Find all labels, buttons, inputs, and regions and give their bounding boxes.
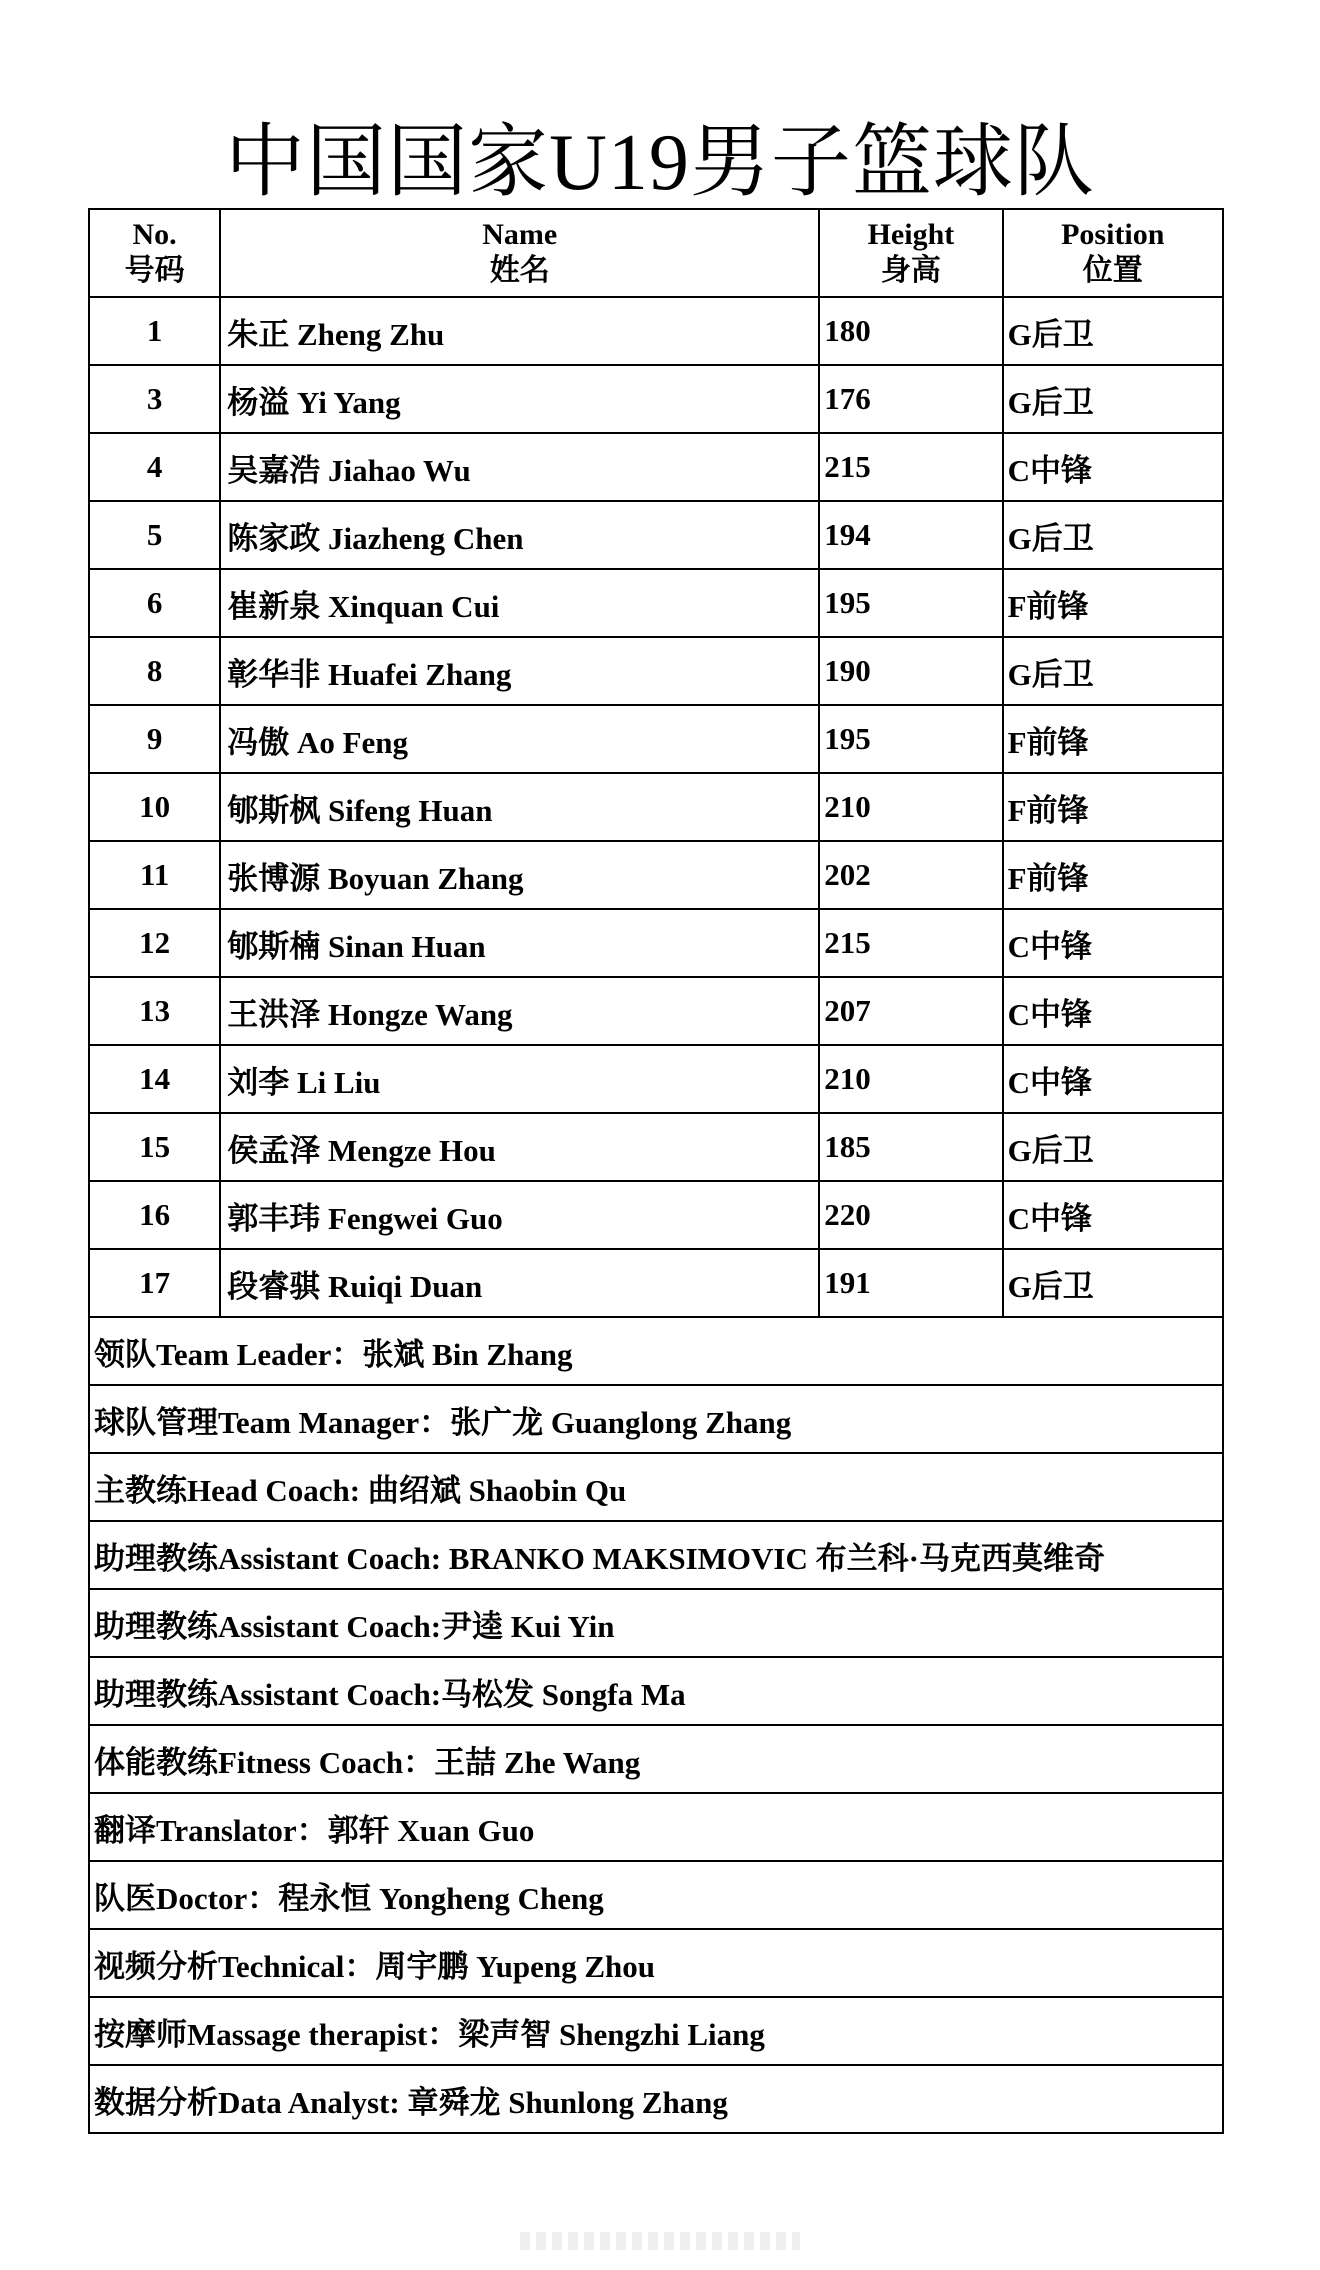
staff-entry: 球队管理Team Manager：张广龙 Guanglong Zhang (89, 1385, 1223, 1453)
player-height: 215 (819, 433, 1002, 501)
header-no-en: No. (132, 218, 177, 251)
staff-row (89, 1725, 1223, 1793)
player-position: F前锋 (1003, 841, 1223, 909)
table-row (89, 841, 1223, 909)
player-height: 207 (819, 977, 1002, 1045)
player-number: 9 (89, 705, 220, 773)
player-number: 6 (89, 569, 220, 637)
staff-row (89, 1929, 1223, 1997)
header-height-en: Height (867, 218, 955, 251)
player-height: 195 (819, 569, 1002, 637)
header-height (819, 209, 1002, 297)
staff-entry: 数据分析Data Analyst: 章舜龙 Shunlong Zhang (89, 2065, 1223, 2133)
header-height-zh: 身高 (880, 254, 941, 287)
player-height: 176 (819, 365, 1002, 433)
roster-table (88, 208, 1224, 2134)
player-number: 12 (89, 909, 220, 977)
table-row (89, 1113, 1223, 1181)
header-name-zh: 姓名 (489, 254, 550, 287)
player-name: 侯孟泽 Mengze Hou (220, 1113, 819, 1181)
staff-entry: 视频分析Technical：周宇鹏 Yupeng Zhou (89, 1929, 1223, 1997)
header-no-zh: 号码 (124, 254, 185, 287)
player-number: 14 (89, 1045, 220, 1113)
table-row (89, 1181, 1223, 1249)
player-name: 吴嘉浩 Jiahao Wu (220, 433, 819, 501)
staff-row (89, 1521, 1223, 1589)
header-position-en: Position (1061, 218, 1165, 251)
player-position: F前锋 (1003, 569, 1223, 637)
staff-row (89, 1657, 1223, 1725)
staff-entry: 领队Team Leader：张斌 Bin Zhang (89, 1317, 1223, 1385)
player-name: 朱正 Zheng Zhu (220, 297, 819, 365)
table-row (89, 501, 1223, 569)
staff-row (89, 1385, 1223, 1453)
header-name (220, 209, 819, 297)
player-name: 郇斯楠 Sinan Huan (220, 909, 819, 977)
staff-rows (89, 1317, 1223, 2133)
staff-row (89, 1589, 1223, 1657)
player-name: 王洪泽 Hongze Wang (220, 977, 819, 1045)
player-rows (89, 297, 1223, 1317)
player-number: 16 (89, 1181, 220, 1249)
player-height: 180 (819, 297, 1002, 365)
header-no (89, 209, 220, 297)
staff-entry: 队医Doctor：程永恒 Yongheng Cheng (89, 1861, 1223, 1929)
player-height: 220 (819, 1181, 1002, 1249)
table-row (89, 637, 1223, 705)
player-height: 210 (819, 1045, 1002, 1113)
player-number: 4 (89, 433, 220, 501)
player-position: F前锋 (1003, 705, 1223, 773)
player-position: G后卫 (1003, 637, 1223, 705)
table-header-row (89, 209, 1223, 297)
table-row (89, 977, 1223, 1045)
table-row (89, 297, 1223, 365)
table-row (89, 909, 1223, 977)
table-row (89, 365, 1223, 433)
staff-entry: 助理教练Assistant Coach:马松发 Songfa Ma (89, 1657, 1223, 1725)
player-name: 杨溢 Yi Yang (220, 365, 819, 433)
player-position: G后卫 (1003, 1249, 1223, 1317)
staff-entry: 翻译Translator：郭轩 Xuan Guo (89, 1793, 1223, 1861)
table-row (89, 1045, 1223, 1113)
player-number: 17 (89, 1249, 220, 1317)
player-number: 3 (89, 365, 220, 433)
player-height: 202 (819, 841, 1002, 909)
player-name: 刘李 Li Liu (220, 1045, 819, 1113)
player-name: 崔新泉 Xinquan Cui (220, 569, 819, 637)
staff-row (89, 1997, 1223, 2065)
player-number: 8 (89, 637, 220, 705)
player-position: G后卫 (1003, 501, 1223, 569)
staff-entry: 主教练Head Coach: 曲绍斌 Shaobin Qu (89, 1453, 1223, 1521)
player-position: C中锋 (1003, 1181, 1223, 1249)
player-name: 陈家政 Jiazheng Chen (220, 501, 819, 569)
player-height: 210 (819, 773, 1002, 841)
staff-row (89, 2065, 1223, 2133)
player-height: 185 (819, 1113, 1002, 1181)
player-position: C中锋 (1003, 977, 1223, 1045)
player-name: 冯傲 Ao Feng (220, 705, 819, 773)
table-row (89, 773, 1223, 841)
staff-entry: 助理教练Assistant Coach: BRANKO MAKSIMOVIC 布兰科·马克西莫维奇 (89, 1521, 1223, 1589)
header-name-en: Name (482, 218, 558, 251)
player-number: 11 (89, 841, 220, 909)
staff-row (89, 1317, 1223, 1385)
page-title: 中国国家U19男子篮球队 (225, 119, 1095, 207)
player-position: G后卫 (1003, 1113, 1223, 1181)
player-position: C中锋 (1003, 909, 1223, 977)
player-position: G后卫 (1003, 365, 1223, 433)
player-name: 彰华非 Huafei Zhang (220, 637, 819, 705)
staff-entry: 按摩师Massage therapist：梁声智 Shengzhi Liang (89, 1997, 1223, 2065)
player-number: 1 (89, 297, 220, 365)
staff-row (89, 1861, 1223, 1929)
player-number: 5 (89, 501, 220, 569)
player-name: 郭丰玮 Fengwei Guo (220, 1181, 819, 1249)
header-position (1003, 209, 1223, 297)
table-row (89, 569, 1223, 637)
player-position: F前锋 (1003, 773, 1223, 841)
staff-entry: 助理教练Assistant Coach:尹逵 Kui Yin (89, 1589, 1223, 1657)
player-height: 195 (819, 705, 1002, 773)
header-position-zh: 位置 (1082, 254, 1143, 287)
player-position: C中锋 (1003, 433, 1223, 501)
player-name: 段睿骐 Ruiqi Duan (220, 1249, 819, 1317)
table-row (89, 705, 1223, 773)
player-number: 13 (89, 977, 220, 1045)
player-height: 194 (819, 501, 1002, 569)
staff-entry: 体能教练Fitness Coach：王喆 Zhe Wang (89, 1725, 1223, 1793)
table-row (89, 1249, 1223, 1317)
player-position: G后卫 (1003, 297, 1223, 365)
player-height: 215 (819, 909, 1002, 977)
player-name: 郇斯枫 Sifeng Huan (220, 773, 819, 841)
player-position: C中锋 (1003, 1045, 1223, 1113)
staff-row (89, 1793, 1223, 1861)
player-number: 10 (89, 773, 220, 841)
player-name: 张博源 Boyuan Zhang (220, 841, 819, 909)
staff-row (89, 1453, 1223, 1521)
watermark-strip (520, 2232, 800, 2250)
player-height: 190 (819, 637, 1002, 705)
table-row (89, 433, 1223, 501)
player-number: 15 (89, 1113, 220, 1181)
player-height: 191 (819, 1249, 1002, 1317)
